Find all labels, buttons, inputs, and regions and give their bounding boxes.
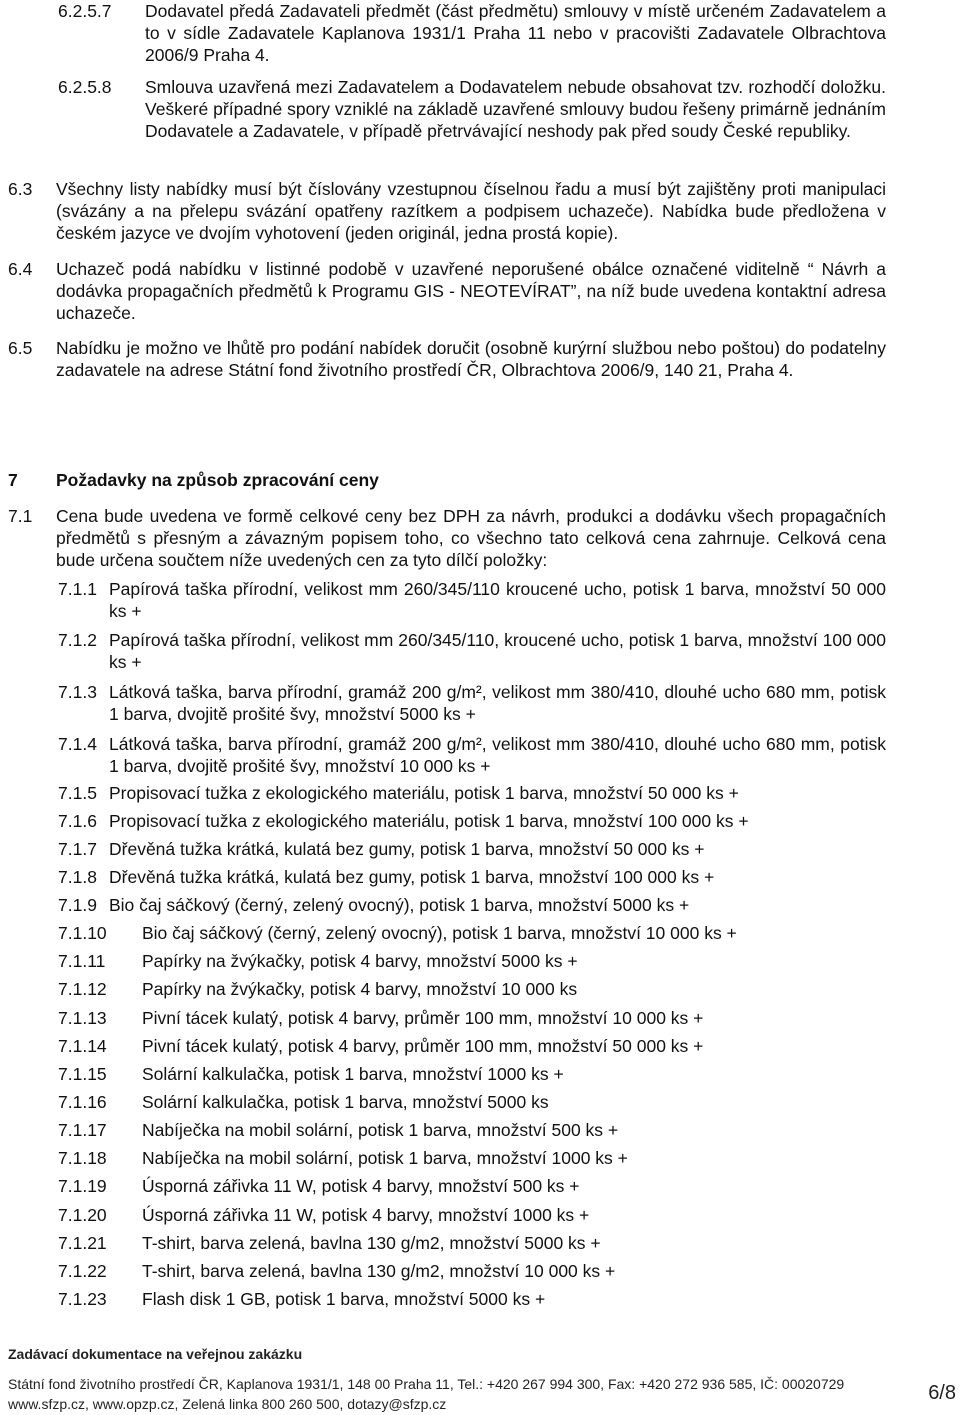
item-number: 7.1.15 [58,1064,107,1084]
item-text: Bio čaj sáčkový (černý, zelený ovocný), potisk 1 barva, množství 5000 ks + [109,895,690,915]
list-item [58,1147,886,1169]
list-item [58,1204,886,1226]
paragraph-7-1 [8,505,886,571]
item-number: 7.1.1 [58,579,97,599]
item-number: 7.1.17 [58,1120,107,1140]
section-title: Požadavky na způsob zpracování ceny [56,470,379,490]
paragraph-6-3 [8,178,886,244]
list-item [58,1063,886,1085]
item-number: 7.1.5 [58,783,97,803]
item-text: Látková taška, barva přírodní, gramáž 200 g/m², velikost mm 380/410, dlouhé ucho 680 mm, potisk 1 barva, dvojitě prošité švy, množství 10 000 ks + [109,734,886,776]
list-item [58,733,886,777]
item-number: 7.1.6 [58,811,97,831]
item-text: Pivní tácek kulatý, potisk 4 barvy, průměr 100 mm, množství 50 000 ks + [142,1036,704,1056]
item-number: 7.1.18 [58,1148,107,1168]
paragraph-number: 6.3 [8,179,33,199]
paragraph-6-2-5-8 [58,76,886,164]
paragraph-number: 6.2.5.8 [58,77,112,97]
list-item [58,1091,886,1113]
list-item [58,950,886,972]
paragraph-text: Smlouva uzavřená mezi Zadavatelem a Dodavatelem nebude obsahovat tzv. rozhodčí doložku. Veškeré případné spory vzniklé na základě uzavřené smlouvy budou řešeny primárně jednáním Dodavatele a Zadavatele, v případě přetrvávající neshody pak před soudy České republiky. [145,77,886,141]
item-number: 7.1.22 [58,1261,107,1281]
paragraph-number: 6.2.5.7 [58,1,112,21]
item-text: T-shirt, barva zelená, bavlna 130 g/m2, množství 10 000 ks + [142,1261,616,1281]
list-item [58,978,886,1000]
item-text: Papírky na žvýkačky, potisk 4 barvy, množství 10 000 ks [142,979,578,999]
paragraph-number: 7.1 [8,506,33,526]
item-number: 7.1.8 [58,867,97,887]
item-text: Solární kalkulačka, potisk 1 barva, množství 1000 ks + [142,1064,564,1084]
item-text: Bio čaj sáčkový (černý, zelený ovocný), potisk 1 barva, množství 10 000 ks + [142,923,737,943]
paragraph-text: Nabídku je možno ve lhůtě pro podání nabídek doručit (osobně kurýrní službou nebo poštou) do podatelny zadavatele na adrese Státní fond životního prostředí ČR, Olbrachtova 2006/9, 140 21, Praha 4. [56,338,886,380]
list-item [58,782,886,804]
page-number: 6/8 [928,1382,956,1404]
paragraph-text: Všechny listy nabídky musí být číslovány vzestupnou číselnou řadu a musí být zajištěny proti manipulaci (svázány a na přelepu svázání opatřeny razítkem a podpisem uchazeče). Nabídka bude předložena v českém jazyce ve dvojím vyhotovení (jeden originál, jedna prostá kopie). [56,179,886,243]
item-text: Úsporná zářivka 11 W, potisk 4 barvy, množství 1000 ks + [142,1205,590,1225]
list-item [58,810,886,832]
paragraph-number: 6.5 [8,338,33,358]
item-text: Látková taška, barva přírodní, gramáž 200 g/m², velikost mm 380/410, dlouhé ucho 680 mm, potisk 1 barva, dvojitě prošité švy, množství 5000 ks + [109,682,886,724]
paragraph-6-5 [8,337,886,403]
item-text: Dřevěná tužka krátká, kulatá bez gumy, potisk 1 barva, množství 100 000 ks + [109,867,715,887]
list-item [58,866,886,888]
item-number: 7.1.19 [58,1176,107,1196]
list-item [58,1007,886,1029]
item-text: Dřevěná tužka krátká, kulatá bez gumy, potisk 1 barva, množství 50 000 ks + [109,839,705,859]
list-item [58,578,886,622]
item-text: Nabíječka na mobil solární, potisk 1 barva, množství 500 ks + [142,1120,619,1140]
item-number: 7.1.11 [58,951,106,971]
item-number: 7.1.2 [58,630,97,650]
item-text: Flash disk 1 GB, potisk 1 barva, množství 5000 ks + [142,1289,546,1309]
item-number: 7.1.20 [58,1205,107,1225]
section-number: 7 [8,470,18,490]
item-number: 7.1.9 [58,895,97,915]
list-item [58,1260,886,1282]
item-number: 7.1.10 [58,923,107,943]
section-heading [8,470,379,491]
item-number: 7.1.4 [58,734,97,754]
item-text: Papírová taška přírodní, velikost mm 260/345/110 kroucené ucho, potisk 1 barva, množství 50 000 ks + [109,579,886,621]
paragraph-text: Uchazeč podá nabídku v listinné podobě v uzavřené neporušené obálce označené viditelně “ Návrh a dodávka propagačních předmětů k Programu GIS - NEOTEVÍRAT”, na níž bude uvedena kontaktní adresa uchazeče. [56,259,886,323]
footer-contacts: www.sfzp.cz, www.opzp.cz, Zelená linka 800 260 500, dotazy@sfzp.cz [8,1396,447,1412]
item-text: Solární kalkulačka, potisk 1 barva, množství 5000 ks [142,1092,549,1112]
item-text: Papírky na žvýkačky, potisk 4 barvy, množství 5000 ks + [142,951,578,971]
list-item [58,681,886,725]
item-number: 7.1.13 [58,1008,107,1028]
item-text: Úsporná zářivka 11 W, potisk 4 barvy, množství 500 ks + [142,1176,580,1196]
list-item [58,1288,886,1310]
item-number: 7.1.7 [58,839,97,859]
item-number: 7.1.16 [58,1092,107,1112]
item-number: 7.1.23 [58,1289,107,1309]
list-item [58,922,886,944]
list-item [58,1035,886,1057]
list-item [58,838,886,860]
paragraph-text: Dodavatel předá Zadavateli předmět (část předmětu) smlouvy v místě určeném Zadavatelem a to v sídle Zadavatele Kaplanova 1931/1 Praha 11 nebo v pracovišti Zadavatele Olbrachtova 2006/9 Praha 4. [145,1,886,65]
paragraph-text: Cena bude uvedena ve formě celkové ceny bez DPH za návrh, produkci a dodávku všech propagačních předmětů s přesným a závazným popisem toho, co všechno tato celková cena zahrnuje. Celková cena bude určena součtem níže uvedených cen za tyto dílčí položky: [56,506,886,570]
list-item [58,1232,886,1254]
item-text: Propisovací tužka z ekologického materiálu, potisk 1 barva, množství 50 000 ks + [109,783,739,803]
item-number: 7.1.3 [58,682,97,702]
footer-address: Státní fond životního prostředí ČR, Kaplanova 1931/1, 148 00 Praha 11, Tel.: +420 267 994 300, Fax: +420 272 936 585, IČ: 00020729 [8,1376,845,1392]
list-item [58,894,886,916]
item-text: Propisovací tužka z ekologického materiálu, potisk 1 barva, množství 100 000 ks + [109,811,749,831]
list-item [58,1119,886,1141]
paragraph-6-2-5-7 [58,0,886,66]
item-number: 7.1.14 [58,1036,107,1056]
list-item [58,1175,886,1197]
item-text: Pivní tácek kulatý, potisk 4 barvy, průměr 100 mm, množství 10 000 ks + [142,1008,704,1028]
paragraph-6-4 [8,258,886,324]
footer-title: Zadávací dokumentace na veřejnou zakázku [8,1346,303,1362]
item-text: Nabíječka na mobil solární, potisk 1 barva, množství 1000 ks + [142,1148,628,1168]
item-text: Papírová taška přírodní, velikost mm 260/345/110, kroucené ucho, potisk 1 barva, množství 100 000 ks + [109,630,886,672]
item-number: 7.1.21 [58,1233,107,1253]
item-text: T-shirt, barva zelená, bavlna 130 g/m2, množství 5000 ks + [142,1233,601,1253]
paragraph-number: 6.4 [8,259,33,279]
item-number: 7.1.12 [58,979,107,999]
list-item [58,629,886,673]
